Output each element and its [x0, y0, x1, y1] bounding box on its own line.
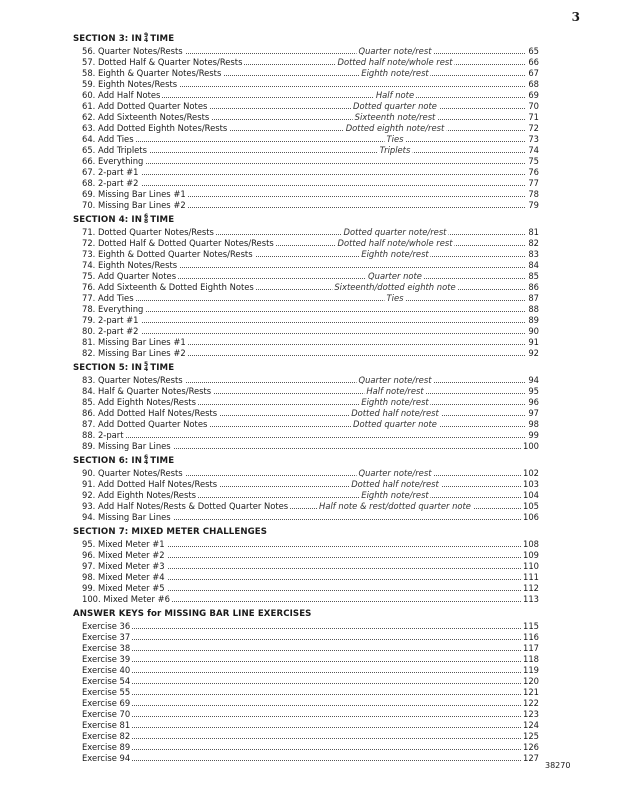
- footer-code: 38270: [545, 761, 571, 770]
- dot-leader: [82, 661, 539, 662]
- entry-page: 73: [528, 134, 539, 144]
- entry-title: 94. Missing Bar Lines: [82, 512, 171, 522]
- entry-page: 124: [523, 720, 539, 730]
- dot-leader: [82, 311, 539, 312]
- dot-leader: [82, 716, 539, 717]
- toc-entry[interactable]: [73, 643, 539, 654]
- entry-title: 75. Add Quarter Notes: [82, 271, 177, 281]
- entry-title: 98. Mixed Meter #4: [82, 572, 165, 582]
- entry-note: Sixteenth/dotted eighth note: [334, 282, 456, 292]
- toc-entry[interactable]: [73, 572, 539, 583]
- toc-section: [73, 362, 539, 452]
- entry-title: Exercise 40: [82, 665, 131, 675]
- entry-page: 112: [523, 583, 539, 593]
- entry-note: Half note: [375, 90, 415, 100]
- entry-note: Dotted quarter note: [353, 419, 437, 429]
- entry-title: 76. Add Sixteenth & Dotted Eighth Notes: [82, 282, 254, 292]
- entry-page: 100: [523, 441, 539, 451]
- entry-page: 71: [528, 112, 539, 122]
- entry-page: 99: [528, 430, 539, 440]
- entry-title: 84. Half & Quarter Notes/Rests: [82, 386, 212, 396]
- entry-title: Exercise 81: [82, 720, 131, 730]
- toc-entry[interactable]: [73, 753, 539, 764]
- dot-leader: [82, 749, 539, 750]
- section-heading-suffix: TIME: [150, 363, 175, 373]
- toc-entry[interactable]: [73, 134, 539, 145]
- time-signature: [144, 362, 148, 372]
- toc-entry[interactable]: [73, 238, 539, 249]
- entry-note: Dotted eighth note/rest: [345, 123, 445, 133]
- toc-entry[interactable]: [73, 501, 539, 512]
- entry-note: Ties: [386, 293, 404, 303]
- entry-note: Eighth note/rest: [361, 249, 429, 259]
- toc-entry[interactable]: [73, 315, 539, 326]
- entry-page: 105: [523, 501, 539, 511]
- entry-title: 61. Add Dotted Quarter Notes: [82, 101, 208, 111]
- entry-page: 110: [523, 561, 539, 571]
- entry-title: 99. Mixed Meter #5: [82, 583, 165, 593]
- toc-entry[interactable]: [73, 468, 539, 479]
- toc-entry[interactable]: [73, 123, 539, 134]
- toc-entry[interactable]: [73, 583, 539, 594]
- entry-title: 91. Add Dotted Half Notes/Rests: [82, 479, 218, 489]
- entry-page: 91: [528, 337, 539, 347]
- entry-title: 73. Eighth & Dotted Quarter Notes/Rests: [82, 249, 253, 259]
- toc-entry[interactable]: [73, 621, 539, 632]
- section-heading-suffix: TIME: [150, 34, 175, 44]
- entry-title: Exercise 39: [82, 654, 131, 664]
- entry-title: 80. 2-part #2: [82, 326, 139, 336]
- entry-page: 85: [528, 271, 539, 281]
- entry-note: Quarter note: [368, 271, 422, 281]
- toc-entry[interactable]: [73, 539, 539, 550]
- entry-page: 122: [523, 698, 539, 708]
- dot-leader: [82, 141, 539, 142]
- entry-note: Dotted half note/whole rest: [337, 238, 453, 248]
- toc-entry[interactable]: [73, 709, 539, 720]
- entry-title: 81. Missing Bar Lines #1: [82, 337, 186, 347]
- entry-title: 92. Add Eighth Notes/Rests: [82, 490, 196, 500]
- toc-entry[interactable]: [73, 731, 539, 742]
- entry-note: Eighth note/rest: [361, 397, 429, 407]
- entry-page: 87: [528, 293, 539, 303]
- entry-page: 102: [523, 468, 539, 478]
- toc-entry[interactable]: [73, 293, 539, 304]
- time-signature: [144, 214, 148, 224]
- toc-entry[interactable]: [73, 512, 539, 523]
- toc-entry[interactable]: [73, 249, 539, 260]
- toc-entry[interactable]: [73, 57, 539, 68]
- dot-leader: [82, 185, 539, 186]
- section-heading: [73, 362, 539, 375]
- section-heading-text: SECTION 5: IN: [73, 363, 143, 373]
- entry-note: Dotted half note/rest: [351, 408, 439, 418]
- entry-title: 90. Quarter Notes/Rests: [82, 468, 183, 478]
- dot-leader: [82, 760, 539, 761]
- section-heading-text: SECTION 4: IN: [73, 215, 143, 225]
- entry-page: 92: [528, 348, 539, 358]
- entry-page: 81: [528, 227, 539, 237]
- entry-page: 111: [523, 572, 539, 582]
- entry-title: Exercise 36: [82, 621, 131, 631]
- entry-title: 56. Quarter Notes/Rests: [82, 46, 183, 56]
- entry-title: 93. Add Half Notes/Rests & Dotted Quarter Notes: [82, 501, 289, 511]
- time-signature: [144, 455, 148, 465]
- toc-entry[interactable]: [73, 386, 539, 397]
- entry-title: 97. Mixed Meter #3: [82, 561, 165, 571]
- entry-title: 72. Dotted Half & Dotted Quarter Notes/Rests: [82, 238, 274, 248]
- entry-title: 96. Mixed Meter #2: [82, 550, 165, 560]
- time-signature-top: 5: [144, 360, 149, 368]
- toc-entry[interactable]: [73, 479, 539, 490]
- toc-entry[interactable]: [73, 632, 539, 643]
- dot-leader: [82, 163, 539, 164]
- entry-title: Exercise 55: [82, 687, 131, 697]
- entry-title: 83. Quarter Notes/Rests: [82, 375, 183, 385]
- entry-note: Dotted quarter note: [353, 101, 437, 111]
- section-heading-suffix: TIME: [150, 456, 175, 466]
- section-heading-text: SECTION 6: IN: [73, 456, 143, 466]
- section-heading: [73, 455, 539, 468]
- toc-entry[interactable]: [73, 397, 539, 408]
- entry-title: 66. Everything: [82, 156, 144, 166]
- entry-page: 103: [523, 479, 539, 489]
- toc-entry[interactable]: [73, 68, 539, 79]
- dot-leader: [82, 322, 539, 323]
- entry-title: 64. Add Ties: [82, 134, 134, 144]
- entry-title: Exercise 54: [82, 676, 131, 686]
- entry-page: 66: [528, 57, 539, 67]
- toc-entry[interactable]: [73, 200, 539, 211]
- entry-title: Exercise 69: [82, 698, 131, 708]
- entry-page: 98: [528, 419, 539, 429]
- entry-title: 67. 2-part #1: [82, 167, 139, 177]
- section-heading: [73, 608, 539, 621]
- toc-entry[interactable]: [73, 79, 539, 90]
- entry-title: Exercise 70: [82, 709, 131, 719]
- entry-note: Eighth note/rest: [361, 490, 429, 500]
- time-signature-bottom: 8: [144, 217, 149, 225]
- entry-note: Half note/rest: [366, 386, 424, 396]
- toc-entry[interactable]: [73, 687, 539, 698]
- toc-entry[interactable]: [73, 419, 539, 430]
- entry-note: Quarter note/rest: [358, 46, 432, 56]
- dot-leader: [82, 333, 539, 334]
- entry-title: 82. Missing Bar Lines #2: [82, 348, 186, 358]
- section-heading: [73, 33, 539, 46]
- entry-page: 127: [523, 753, 539, 763]
- entry-page: 69: [528, 90, 539, 100]
- entry-page: 79: [528, 200, 539, 210]
- entry-title: Exercise 82: [82, 731, 131, 741]
- section-heading-text: SECTION 3: IN: [73, 34, 143, 44]
- toc-entry[interactable]: [73, 271, 539, 282]
- toc-entry[interactable]: [73, 742, 539, 753]
- entry-page: 121: [523, 687, 539, 697]
- entry-title: Exercise 89: [82, 742, 131, 752]
- entry-note: Quarter note/rest: [358, 375, 432, 385]
- entry-page: 77: [528, 178, 539, 188]
- section-heading-text: ANSWER KEYS for MISSING BAR LINE EXERCISES: [73, 609, 312, 619]
- section-heading-suffix: TIME: [150, 215, 175, 225]
- toc-entry[interactable]: [73, 326, 539, 337]
- entry-page: 76: [528, 167, 539, 177]
- entry-title: Exercise 94: [82, 753, 131, 763]
- toc-entry[interactable]: [73, 304, 539, 315]
- entry-page: 119: [523, 665, 539, 675]
- entry-page: 65: [528, 46, 539, 56]
- entry-note: Half note & rest/dotted quarter note: [319, 501, 471, 511]
- entry-note: Triplets: [379, 145, 411, 155]
- toc-entry[interactable]: [73, 112, 539, 123]
- dot-leader: [82, 705, 539, 706]
- entry-page: 106: [523, 512, 539, 522]
- entry-page: 117: [523, 643, 539, 653]
- entry-title: 88. 2-part: [82, 430, 124, 440]
- toc-entry[interactable]: [73, 698, 539, 709]
- entry-page: 115: [523, 621, 539, 631]
- entry-page: 83: [528, 249, 539, 259]
- toc-section: [73, 214, 539, 359]
- entry-page: 78: [528, 189, 539, 199]
- toc-entry[interactable]: [73, 189, 539, 200]
- section-heading: [73, 526, 539, 539]
- entry-title: Exercise 38: [82, 643, 131, 653]
- entry-title: 74. Eighth Notes/Rests: [82, 260, 178, 270]
- toc-entry[interactable]: [73, 260, 539, 271]
- entry-page: 109: [523, 550, 539, 560]
- entry-page: 123: [523, 709, 539, 719]
- toc-entry[interactable]: [73, 490, 539, 501]
- toc-entry[interactable]: [73, 178, 539, 189]
- entry-page: 120: [523, 676, 539, 686]
- time-signature-bottom: 4: [144, 458, 149, 466]
- toc-entry[interactable]: [73, 337, 539, 348]
- entry-page: 113: [523, 594, 539, 604]
- entry-page: 75: [528, 156, 539, 166]
- entry-title: 57. Dotted Half & Quarter Notes/Rests: [82, 57, 243, 67]
- entry-page: 104: [523, 490, 539, 500]
- entry-page: 68: [528, 79, 539, 89]
- page-number: 3: [571, 10, 580, 24]
- entry-page: 72: [528, 123, 539, 133]
- entry-note: Quarter note/rest: [358, 468, 432, 478]
- entry-page: 67: [528, 68, 539, 78]
- entry-page: 89: [528, 315, 539, 325]
- entry-page: 94: [528, 375, 539, 385]
- table-of-contents: [73, 33, 539, 767]
- entry-page: 84: [528, 260, 539, 270]
- entry-title: 89. Missing Bar Lines: [82, 441, 171, 451]
- entry-title: 77. Add Ties: [82, 293, 134, 303]
- dot-leader: [82, 639, 539, 640]
- time-signature-bottom: 4: [144, 36, 149, 44]
- entry-page: 88: [528, 304, 539, 314]
- entry-title: 70. Missing Bar Lines #2: [82, 200, 186, 210]
- entry-page: 70: [528, 101, 539, 111]
- toc-entry[interactable]: [73, 145, 539, 156]
- entry-title: 59. Eighth Notes/Rests: [82, 79, 178, 89]
- entry-note: Eighth note/rest: [361, 68, 429, 78]
- entry-page: 125: [523, 731, 539, 741]
- entry-page: 116: [523, 632, 539, 642]
- entry-title: 85. Add Eighth Notes/Rests: [82, 397, 196, 407]
- entry-page: 95: [528, 386, 539, 396]
- toc-section: [73, 455, 539, 523]
- entry-title: 58. Eighth & Quarter Notes/Rests: [82, 68, 222, 78]
- toc-section: [73, 526, 539, 605]
- toc-entry[interactable]: [73, 156, 539, 167]
- entry-title: 79. 2-part #1: [82, 315, 139, 325]
- entry-title: 87. Add Dotted Quarter Notes: [82, 419, 208, 429]
- entry-note: Dotted quarter note/rest: [343, 227, 447, 237]
- toc-entry[interactable]: [73, 720, 539, 731]
- toc-entry[interactable]: [73, 550, 539, 561]
- toc-entry[interactable]: [73, 282, 539, 293]
- toc-entry[interactable]: [73, 227, 539, 238]
- toc-section: [73, 608, 539, 764]
- dot-leader: [82, 683, 539, 684]
- entry-title: 60. Add Half Notes: [82, 90, 161, 100]
- entry-page: 126: [523, 742, 539, 752]
- dot-leader: [82, 694, 539, 695]
- time-signature-top: 6: [144, 212, 149, 220]
- dot-leader: [82, 300, 539, 301]
- entry-page: 86: [528, 282, 539, 292]
- dot-leader: [82, 650, 539, 651]
- toc-entry[interactable]: [73, 90, 539, 101]
- section-heading-text: SECTION 7: MIXED METER CHALLENGES: [73, 527, 268, 537]
- toc-section: [73, 33, 539, 211]
- entry-page: 108: [523, 539, 539, 549]
- entry-page: 74: [528, 145, 539, 155]
- entry-note: Dotted half note/rest: [351, 479, 439, 489]
- entry-title: 65. Add Triplets: [82, 145, 147, 155]
- entry-title: 78. Everything: [82, 304, 144, 314]
- dot-leader: [82, 152, 539, 153]
- entry-page: 90: [528, 326, 539, 336]
- time-signature: [144, 33, 148, 43]
- toc-entry[interactable]: [73, 665, 539, 676]
- toc-entry[interactable]: [73, 101, 539, 112]
- entry-title: 68. 2-part #2: [82, 178, 139, 188]
- time-signature-top: 9: [144, 31, 149, 39]
- section-heading: [73, 214, 539, 227]
- entry-page: 118: [523, 654, 539, 664]
- dot-leader: [82, 174, 539, 175]
- toc-entry[interactable]: [73, 594, 539, 605]
- toc-entry[interactable]: [73, 348, 539, 359]
- entry-page: 82: [528, 238, 539, 248]
- dot-leader: [82, 628, 539, 629]
- toc-entry[interactable]: [73, 408, 539, 419]
- toc-entry[interactable]: [73, 441, 539, 452]
- toc-entry[interactable]: [73, 375, 539, 386]
- toc-entry[interactable]: [73, 561, 539, 572]
- entry-page: 97: [528, 408, 539, 418]
- time-signature-top: 6: [144, 453, 149, 461]
- toc-entry[interactable]: [73, 676, 539, 687]
- entry-note: Sixteenth note/rest: [354, 112, 436, 122]
- toc-entry[interactable]: [73, 46, 539, 57]
- entry-title: 69. Missing Bar Lines #1: [82, 189, 186, 199]
- dot-leader: [82, 727, 539, 728]
- dot-leader: [82, 738, 539, 739]
- entry-note: Dotted half note/whole rest: [337, 57, 453, 67]
- toc-entry[interactable]: [73, 430, 539, 441]
- time-signature-bottom: 4: [144, 365, 149, 373]
- entry-title: 86. Add Dotted Half Notes/Rests: [82, 408, 218, 418]
- entry-title: Exercise 37: [82, 632, 131, 642]
- entry-title: 95. Mixed Meter #1: [82, 539, 165, 549]
- entry-page: 96: [528, 397, 539, 407]
- dot-leader: [82, 437, 539, 438]
- entry-title: 71. Dotted Quarter Notes/Rests: [82, 227, 214, 237]
- entry-title: 100. Mixed Meter #6: [82, 594, 170, 604]
- toc-entry[interactable]: [73, 167, 539, 178]
- dot-leader: [82, 672, 539, 673]
- entry-title: 62. Add Sixteenth Notes/Rests: [82, 112, 210, 122]
- entry-title: 63. Add Dotted Eighth Notes/Rests: [82, 123, 228, 133]
- toc-entry[interactable]: [73, 654, 539, 665]
- entry-note: Ties: [386, 134, 404, 144]
